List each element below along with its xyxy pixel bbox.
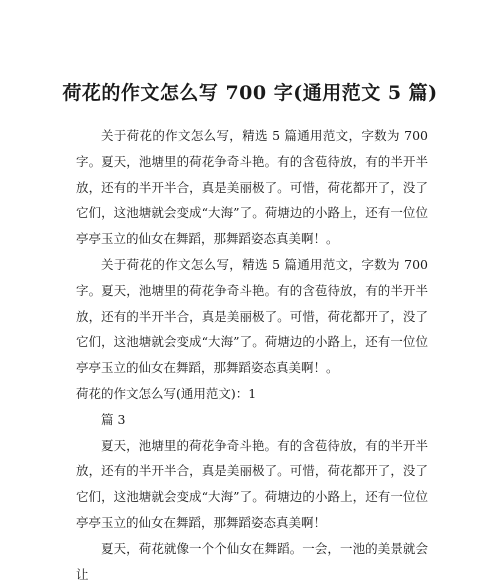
paragraph-2: 关于荷花的作文怎么写，精选 5 篇通用范文，字数为 700 字。夏天，池塘里的荷花争奇斗艳。有的含苞待放，有的半开半放，还有的半开半合，真是美丽极了。可惜，荷花都开了，没了它们，这池塘就会变成“大海”了。荷塘边的小路上，还有一位位亭亭玉立的仙女在舞蹈，那舞蹈姿态真美啊！。 [76, 256, 428, 376]
document-body [76, 123, 428, 587]
section-heading: 荷花的作文怎么写(通用范文)：1 [76, 385, 257, 401]
paragraph-1: 关于荷花的作文怎么写，精选 5 篇通用范文，字数为 700 字。夏天，池塘里的荷花争奇斗艳。有的含苞待放，有的半开半放，还有的半开半合，真是美丽极了。可惜，荷花都开了，没了它们，这池塘就会变成“大海”了。荷塘边的小路上，还有一位位亭亭玉立的仙女在舞蹈，那舞蹈姿态真美啊！。 [76, 128, 428, 247]
piece-label: 篇 3 [101, 411, 126, 427]
paragraph-3: 夏天，池塘里的荷花争奇斗艳。有的含苞待放，有的半开半放，还有的半开半合，真是美丽极了。可惜，荷花都开了，没了它们，这池塘就会变成“大海”了。荷塘边的小路上，还有一位位亭亭玉立的仙女在舞蹈，那舞蹈姿态真美啊！ [76, 437, 428, 530]
document-title: 荷花的作文怎么写 700 字(通用范文 5 篇) [62, 82, 438, 104]
paragraph-4: 夏天，荷花就像一个个仙女在舞蹈。一会，一池的美景就会让 [76, 540, 428, 582]
